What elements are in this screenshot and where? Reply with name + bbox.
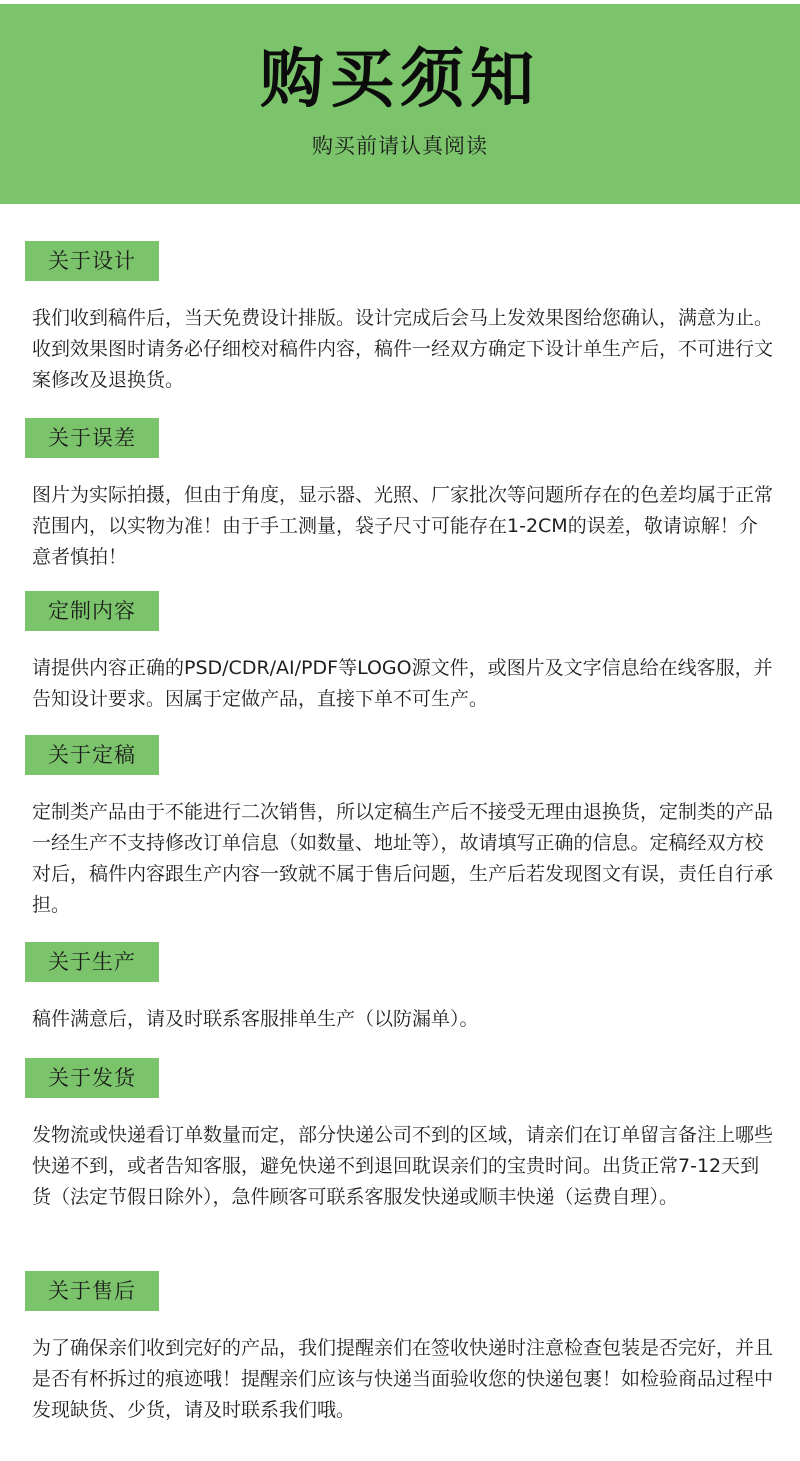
section-title-shipping: 关于发货 (25, 1058, 159, 1098)
section-body-after-sales: 为了确保亲们收到完好的产品，我们提醒亲们在签收快递时注意检查包装是否完好，并且是否有杯拆过的痕迹哦！提醒亲们应该与快递当面验收您的快递包裹！如检验商品过程中发现缺货、少货，请及时联系我们哦。 (32, 1337, 774, 1421)
section-title-production: 关于生产 (25, 942, 159, 982)
section-title-design: 关于设计 (25, 241, 159, 281)
page-title: 购买须知 (260, 43, 540, 117)
section-title-custom-content: 定制内容 (25, 591, 159, 631)
page-subtitle: 购买前请认真阅读 (312, 134, 488, 158)
section-title-final-draft: 关于定稿 (25, 735, 159, 775)
section-body-production: 稿件满意后，请及时联系客服排单生产（以防漏单）。 (32, 1008, 479, 1030)
section-title-tolerance: 关于误差 (25, 418, 159, 458)
section-body-shipping: 发物流或快递看订单数量而定，部分快递公司不到的区域，请亲们在订单留言备注上哪些快递不到，或者告知客服，避免快递不到退回耽误亲们的宝贵时间。出货正常7-12天到货（法定节假日除外），急件顾客可联系客服发快递或顺丰快递（运费自理）。 (32, 1124, 774, 1208)
section-body-custom-content: 请提供内容正确的PSD/CDR/AI/PDF等LOGO源文件，或图片及文字信息给在线客服，并告知设计要求。因属于定做产品，直接下单不可生产。 (32, 657, 773, 710)
section-body-design: 我们收到稿件后，当天免费设计排版。设计完成后会马上发效果图给您确认，满意为止。收到效果图时请务必仔细校对稿件内容，稿件一经双方确定下设计单生产后，不可进行文案修改及退换货。 (32, 307, 774, 391)
section-title-after-sales: 关于售后 (25, 1271, 159, 1311)
header-banner (0, 4, 800, 204)
section-body-tolerance: 图片为实际拍摄，但由于角度，显示器、光照、厂家批次等问题所存在的色差均属于正常范围内，以实物为准！由于手工测量，袋子尺寸可能存在1-2CM的误差，敬请谅解！介意者慎拍！ (32, 484, 774, 568)
section-body-final-draft: 定制类产品由于不能进行二次销售，所以定稿生产后不接受无理由退换货，定制类的产品一经生产不支持修改订单信息（如数量、地址等），故请填写正确的信息。定稿经双方校对后，稿件内容跟生产内容一致就不属于售后问题，生产后若发现图文有误，责任自行承担。 (32, 801, 774, 916)
